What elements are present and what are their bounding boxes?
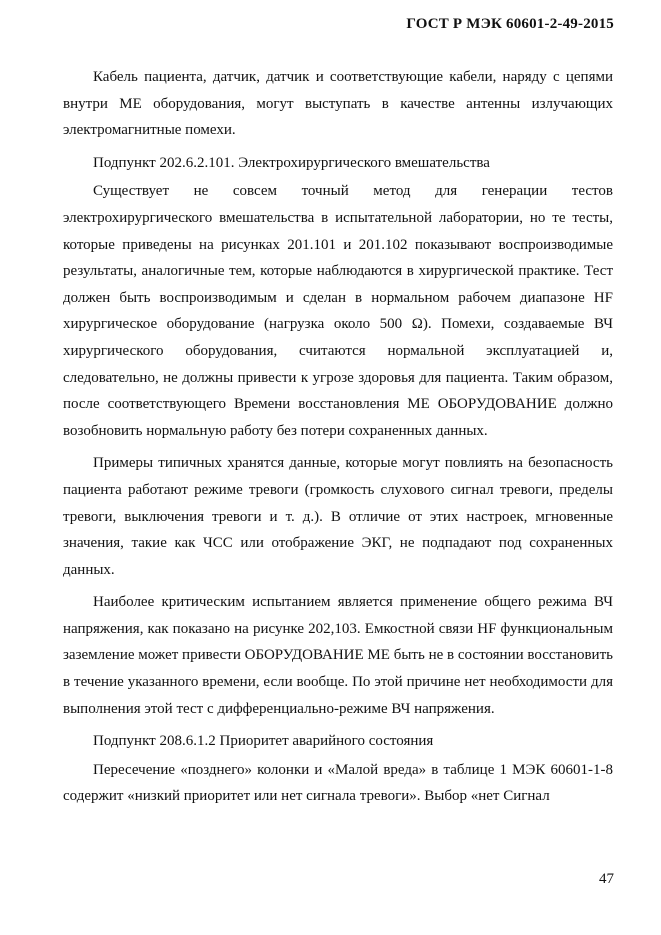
subclause-heading-202-6-2-101: Подпункт 202.6.2.101. Электрохирургического вмешательства	[93, 154, 490, 171]
paragraph-common-mode-hf: Наиболее критическим испытанием является применение общего режима ВЧ напряжения, как показано на рисунке 202,103. Емкостной связи HF функциональным заземление может привести ОБОРУДОВАНИЕ МЕ быть не в состоянии восстановить в течение указанного времени, если вообще. По этой причине нет необходимости для выполнения этой тест с дифференциально-режиме ВЧ напряжения.	[63, 594, 613, 717]
paragraph-antenna-cables: Кабель пациента, датчик, датчик и соответствующие кабели, наряду с цепями внутри МЕ оборудования, могут выступать в качестве антенны излучающих электромагнитные помехи.	[63, 69, 613, 139]
paragraph-electrosurgical-test: Существует не совсем точный метод для генерации тестов электрохирургического вмешательства в испытательной лаборатории, но те тесты, которые приведены на рисунках 201.101 и 201.102 показывают воспроизводимые результаты, аналогичные тем, которые наблюдаются в хирургической практике. Тест должен быть воспроизводимым и сделан в нормальном рабочем диапазоне HF хирургическое оборудование (нагрузка около 500 Ω). Помехи, создаваемые ВЧ хирургического оборудования, считаются нормальной эксплуатацией и, следовательно, не должны привести к угрозе здоровья для пациента. Таким образом, после соответствующего Времени восстановления МЕ ОБОРУДОВАНИЕ должно возобновить нормальную работу без потери сохраненных данных.	[63, 183, 613, 439]
subclause-heading-208-6-1-2: Подпункт 208.6.1.2 Приоритет аварийного состояния	[93, 733, 434, 750]
paragraph-alarm-priority: Пересечение «позднего» колонки и «Малой вреда» в таблице 1 МЭК 60601-1-8 содержит «низкий приоритет или нет сигнала тревоги». Выбор «нет Сигнал	[63, 761, 613, 805]
page-number: 47	[599, 871, 614, 887]
paragraph-stored-data-examples: Примеры типичных хранятся данные, которые могут повлиять на безопасность пациента работают режиме тревоги (громкость слухового сигнал тревоги, пределы тревоги, выключения тревоги и т. д.). В отличие от этих настроек, мгновенные значения, такие как ЧСС или отображение ЭКГ, не подпадают под сохраненных данных.	[63, 455, 613, 578]
document-body	[63, 64, 613, 810]
document-header: ГОСТ Р МЭК 60601-2-49-2015	[406, 16, 614, 32]
